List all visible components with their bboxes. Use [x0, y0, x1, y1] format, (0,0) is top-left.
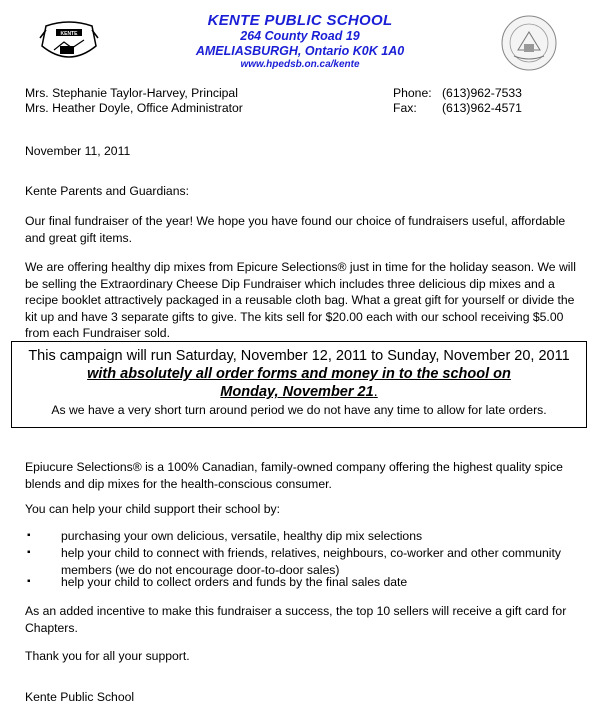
board-seal-logo: [500, 14, 558, 72]
logo-left-text: KENTE: [60, 31, 78, 37]
phone-label: Phone:: [393, 86, 432, 100]
incentive-paragraph: As an added incentive to make this fundraiser a success, the top 10 sellers will receive a gift card for Chapters.: [25, 604, 567, 635]
thanks-line: Thank you for all your support.: [25, 649, 190, 663]
bullet-item: help your child to connect with friends, relatives, neighbours, co-worker and other community members (we do not encourage door-to-door sales): [61, 546, 561, 577]
principal-name: Mrs. Stephanie Taylor-Harvey, Principal: [25, 86, 238, 100]
deadline-line: with absolutely all order forms and money in to the school on: [87, 366, 511, 382]
school-name: KENTE PUBLIC SCHOOL: [207, 12, 393, 29]
administrator-name: Mrs. Heather Doyle, Office Administrator: [25, 101, 243, 115]
school-crest-logo: [36, 16, 102, 68]
company-paragraph: Epiucure Selections® is a 100% Canadian, family-owned company offering the highest quality spice blends and dip mixes for the health-conscious consumer.: [25, 460, 563, 491]
deadline-date: Monday, November 21: [220, 384, 374, 400]
bullet-marker: ▪: [27, 547, 31, 558]
deadline-date-period: .: [373, 384, 378, 400]
offer-paragraph: We are offering healthy dip mixes from Epicure Selections® just in time for the holiday season. We will be selling the Extraordinary Cheese Dip Fundraiser which includes three delicious dip mixes and a recipe booklet attractively packaged in a reusable cloth bag. What a great gift for yourself or divide the kit up and have 3 separate gifts to give. The kits sell for $20.00 each with our school receiving $5.00 from each Fundraiser sold.: [25, 260, 576, 340]
deadline-date-line: [12, 384, 586, 400]
campaign-dates-box: [11, 341, 587, 428]
bullet-item: purchasing your own delicious, versatile, healthy dip mix selections: [61, 529, 423, 543]
phone-number: (613)962-7533: [442, 86, 522, 100]
fax-number: (613)962-4571: [442, 101, 522, 115]
salutation: Kente Parents and Guardians:: [25, 184, 189, 198]
help-intro: You can help your child support their school by:: [25, 502, 280, 516]
bullet-marker: ▪: [27, 530, 31, 541]
bullet-marker: ▪: [27, 576, 31, 587]
fax-label: Fax:: [393, 101, 417, 115]
letter-date: November 11, 2011: [25, 144, 131, 158]
late-orders-note: As we have a very short turn around period we do not have any time to allow for late orders.: [51, 403, 547, 417]
school-city-address: AMELIASBURGH, Ontario K0K 1A0: [195, 44, 405, 58]
bullet-item: help your child to collect orders and funds by the final sales date: [61, 575, 408, 589]
school-website[interactable]: www.hpedsb.on.ca/kente: [240, 59, 360, 70]
intro-paragraph: Our final fundraiser of the year! We hope you have found our choice of fundraisers useful, affordable and great gift items.: [25, 214, 566, 245]
school-street-address: 264 County Road 19: [240, 29, 360, 43]
signature: Kente Public School: [25, 690, 135, 704]
campaign-dates: This campaign will run Saturday, November 12, 2011 to Sunday, November 20, 2011: [28, 348, 570, 364]
